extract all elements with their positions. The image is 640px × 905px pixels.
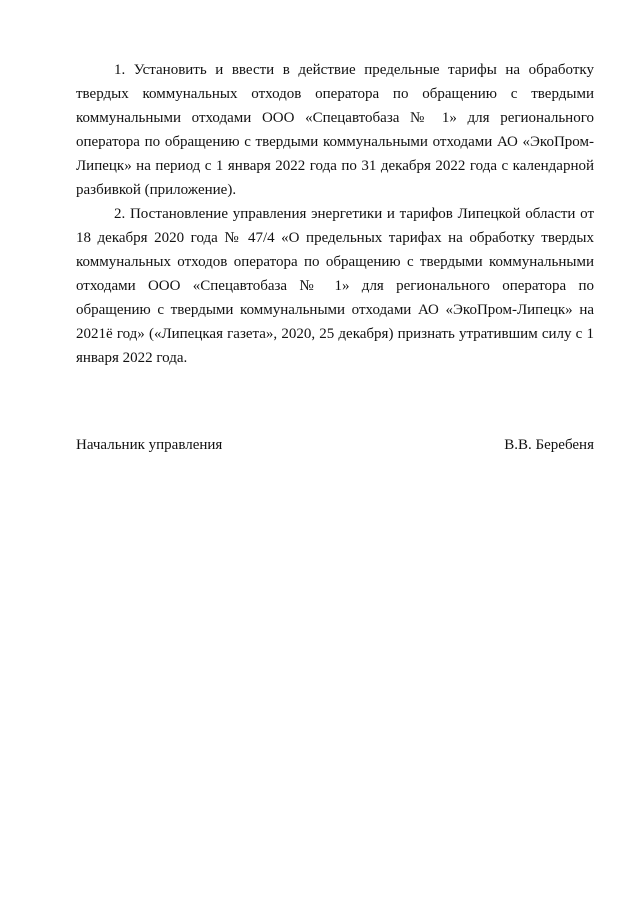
signatory-position: Начальник управления: [76, 437, 223, 453]
signatory-name: В.В. Беребеня: [504, 437, 594, 453]
document-body: [76, 58, 594, 370]
signature-block: [76, 433, 594, 457]
paragraph-2: 2. Постановление управления энергетики и тарифов Липецкой области от 18 декабря 2020 года № 47/4 «О предельных тарифах на обработку твердых коммунальных отходов оператора по обращению с твердыми коммунальными отходами ООО «Спецавтобаза № 1» для регионального оператора по обращению с твердыми коммунальными отходами АО «ЭкоПром-Липецк» на 2021ё год» («Липецкая газета», 2020, 25 декабря) признать утратившим силу с 1 января 2022 года.: [76, 206, 594, 366]
paragraph-1: 1. Установить и ввести в действие предельные тарифы на обработку твердых коммунальных отходов оператора по обращению с твердыми коммунальными отходами ООО «Спецавтобаза № 1» для регионального оператора по обращению с твердыми коммунальными отходами АО «ЭкоПром-Липецк» на период с 1 января 2022 года по 31 декабря 2022 года с календарной разбивкой (приложение).: [76, 62, 594, 198]
